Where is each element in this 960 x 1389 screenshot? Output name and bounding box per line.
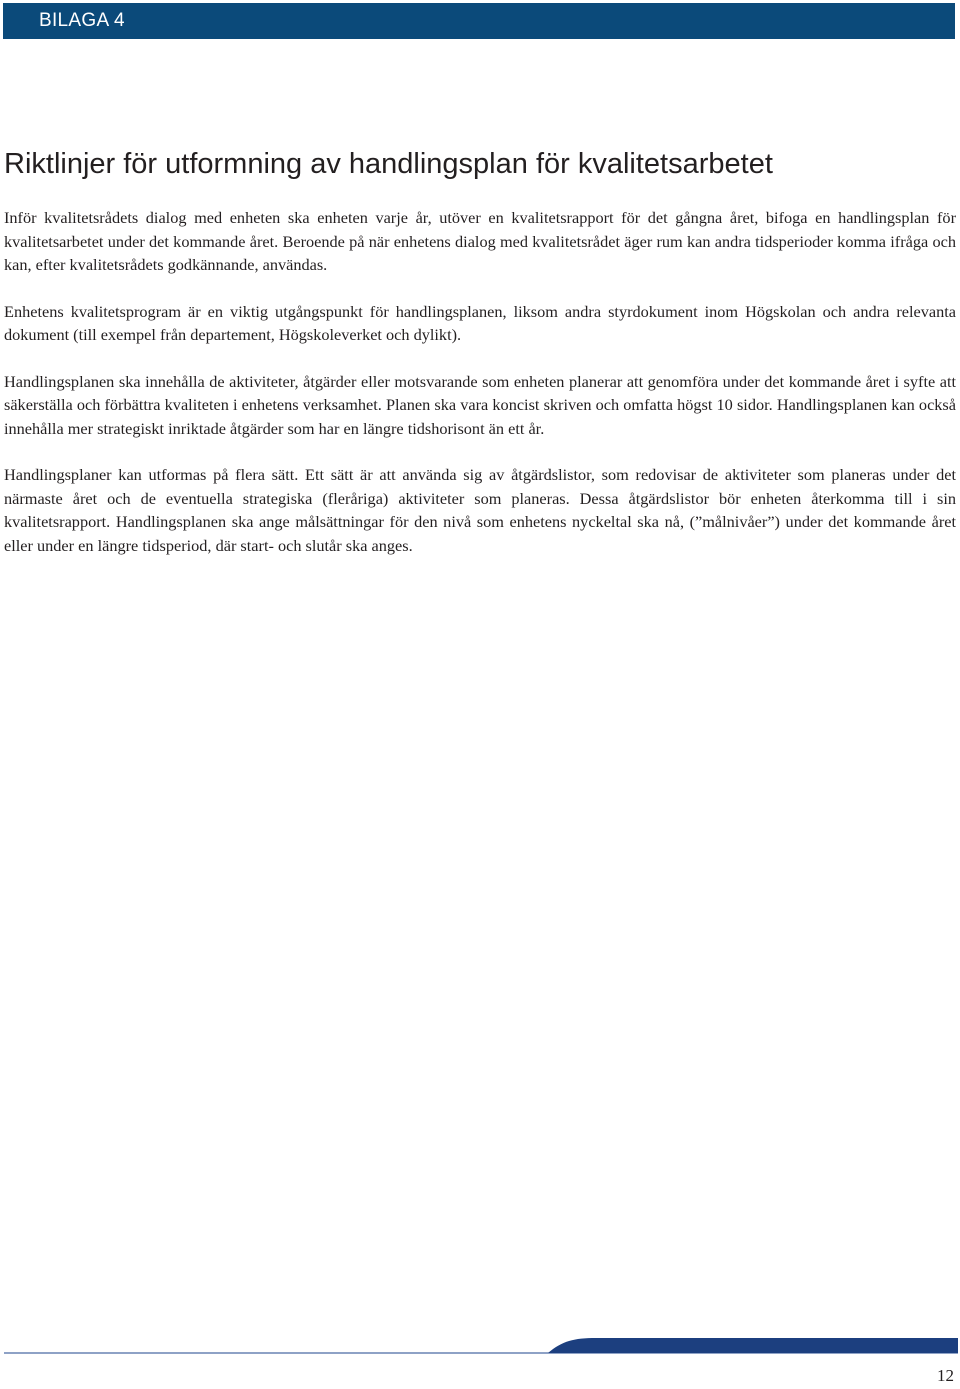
page-title: Riktlinjer för utformning av handlingsplan för kvalitetsarbetet <box>4 148 773 180</box>
footer-decorative-bar <box>0 1335 960 1355</box>
footer-swoosh <box>548 1338 958 1353</box>
header-bar <box>3 3 955 39</box>
paragraph-4: Handlingsplaner kan utformas på flera sätt. Ett sätt är att använda sig av åtgärdslistor, som redovisar de aktiviteter som planeras under det närmaste året och de eventuella strategiska (fleråriga) aktiviteter som planeras. Dessa åtgärdslistor bör enheten återkomma till i sin kvalitetsrapport. Handlingsplanen ska ange målsättningar för den nivå som enhetens nyckeltal ska nå, (”målnivåer”) under det kommande året eller under en längre tidsperiod, där start- och slutår ska anges. <box>4 465 956 555</box>
page-number: 12 <box>937 1366 954 1385</box>
header-label: BILAGA 4 <box>39 10 125 31</box>
paragraph-3: Handlingsplanen ska innehålla de aktiviteter, åtgärder eller motsvarande som enheten planerar att genomföra under det kommande året i syfte att säkerställa och förbättra kvaliteten i enhetens verksamhet. Planen ska vara koncist skriven och omfatta högst 10 sidor. Handlingsplanen kan också innehålla mer strategiskt inriktade åtgärder som har en längre tidshorisont än ett år. <box>4 371 956 438</box>
body-text <box>4 206 956 580</box>
paragraph-1: Inför kvalitetsrådets dialog med enheten ska enheten varje år, utöver en kvalitetsrapport för det gångna året, bifoga en handlingsplan för kvalitetsarbetet under det kommande året. Beroende på när enhetens dialog med kvalitetsrådet äger rum kan andra tidsperioder komma ifråga och kan, efter kvalitetsrådets godkännande, användas. <box>4 208 956 274</box>
paragraph-2: Enhetens kvalitetsprogram är en viktig utgångspunkt för handlingsplanen, liksom andra styrdokument inom Högskolan och andra relevanta dokument (till exempel från departement, Högskoleverket och dylikt). <box>4 301 956 344</box>
